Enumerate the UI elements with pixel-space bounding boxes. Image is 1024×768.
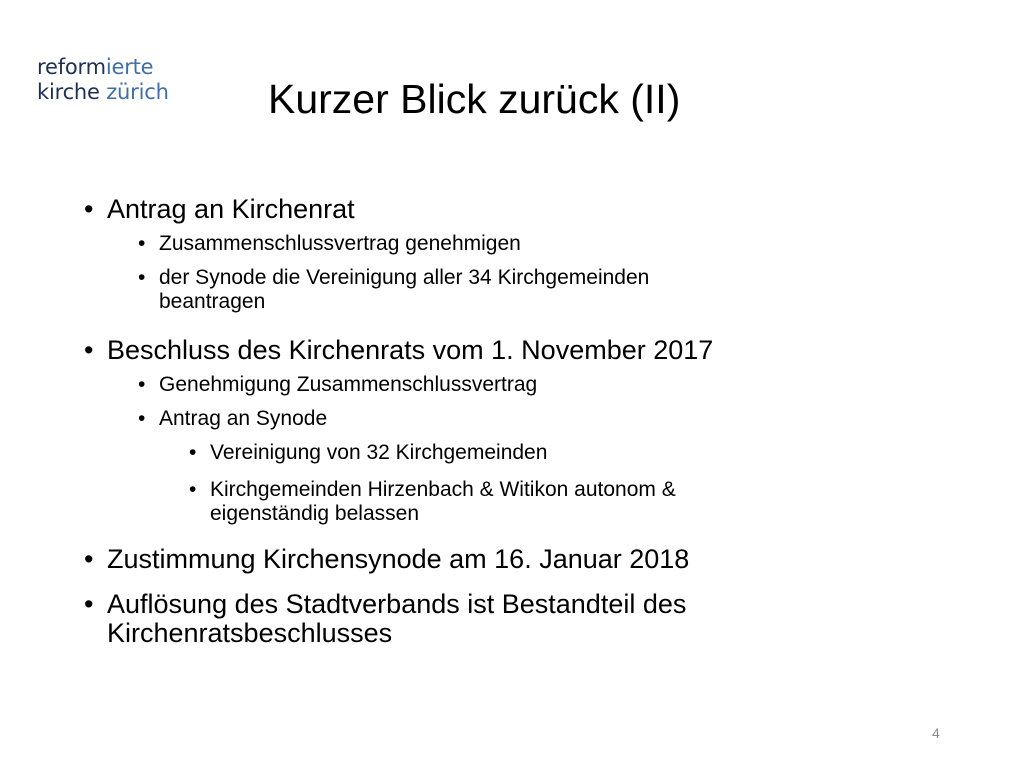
bullet-text: Antrag an Kirchenrat [107,194,355,224]
bullet-text: Beschluss des Kirchenrats vom 1. November 2017 [107,335,714,365]
bullet-icon: • [84,335,94,365]
bullet-item-level-2 [138,407,328,431]
logo-text-reform: reform [37,55,106,79]
bullet-text: Auflösung des Stadtverbands ist Bestandteil des [107,589,687,619]
logo-text-kirche: kirche [37,80,100,104]
bullet-text: Zustimmung Kirchensynode am 16. Januar 2018 [107,544,690,574]
bullet-text: Kirchgemeinden Hirzenbach & Witikon autonom & [210,478,676,501]
bullet-icon: • [84,589,94,619]
bullet-text: beantragen [159,290,266,313]
bullet-text: Genehmigung Zusammenschlussvertrag [159,373,538,396]
bullet-text: der Synode die Vereinigung aller 34 Kirchgemeinden [159,266,650,289]
bullet-icon: • [84,194,94,224]
bullet-text: Antrag an Synode [159,407,328,430]
slide-title: Kurzer Blick zurück (II) [268,76,681,122]
bullet-icon: • [138,266,146,289]
bullet-item-level-1 [84,544,690,574]
bullet-icon: • [138,232,146,255]
bullet-text: Zusammenschlussvertrag genehmigen [159,232,521,255]
bullet-item-level-1 [84,335,714,365]
bullet-icon: • [189,441,197,464]
logo-text-ierte: ierte [105,55,154,79]
bullet-item-level-3 [189,478,676,526]
page-number: 4 [932,725,940,741]
bullet-item-level-1 [84,194,355,224]
bullet-item-level-2 [138,232,521,256]
bullet-icon: • [84,544,94,574]
bullet-icon: • [138,373,146,396]
bullet-text: Vereinigung von 32 Kirchgemeinden [210,441,548,464]
bullet-text: Kirchenratsbeschlusses [107,618,393,648]
bullet-item-level-2 [138,266,650,314]
bullet-icon: • [138,407,146,430]
logo-text-zurich: zürich [99,80,169,104]
bullet-item-level-2 [138,373,538,397]
bullet-text: eigenständig belassen [210,502,419,525]
bullet-icon: • [189,478,197,501]
bullet-item-level-1 [84,589,687,648]
bullet-item-level-3 [189,441,548,465]
